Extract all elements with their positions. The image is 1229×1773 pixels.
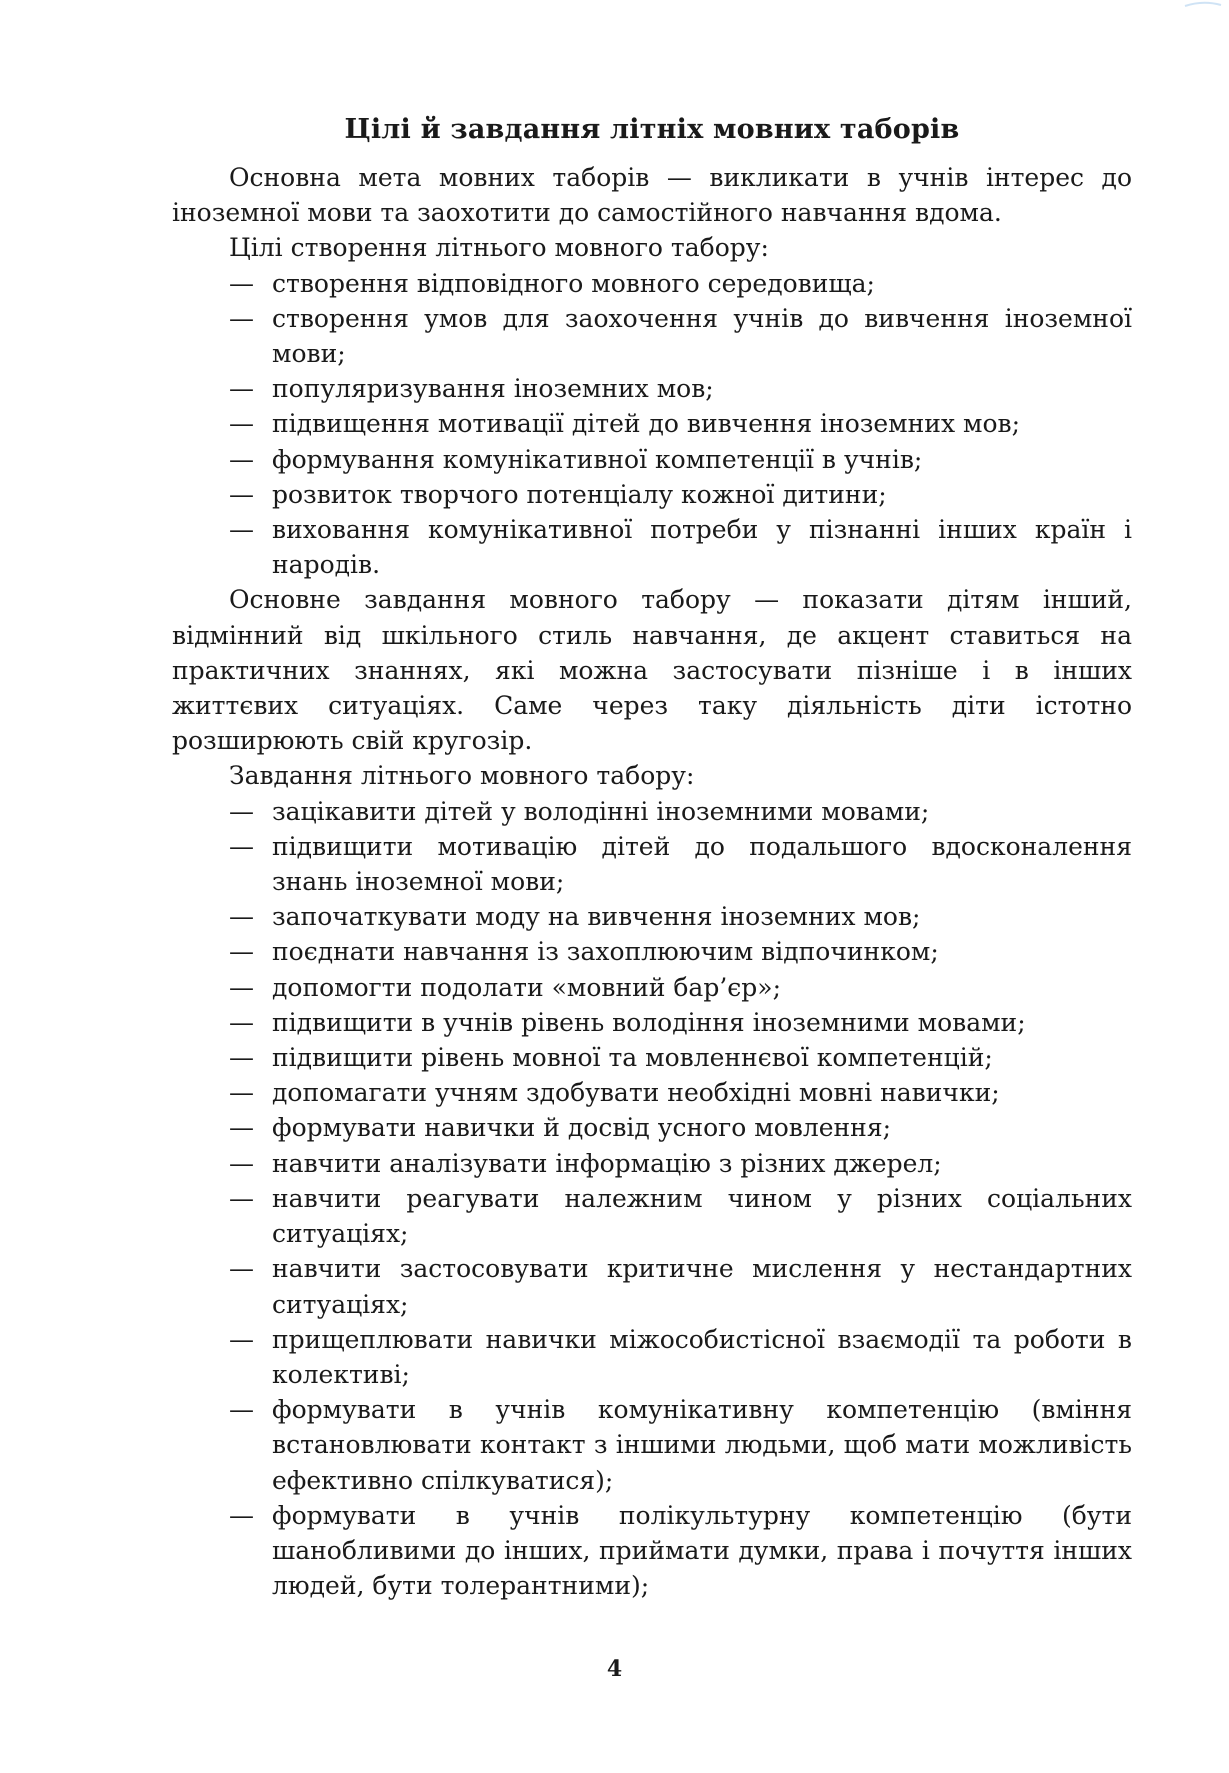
dash-marker: — [229,1254,254,1284]
list-item-text: зацікавити дітей у володінні іноземними мовами; [272,796,930,826]
list-item-text: популяризування іноземних мов; [272,374,714,404]
page-title: Цілі й завдання літніх мовних таборів [344,114,960,145]
list-item-text: навчити аналізувати інформацію з різних джерел; [272,1148,942,1178]
page-number: 4 [606,1656,623,1682]
dash-marker: — [229,1113,254,1143]
goals-list-item [172,406,1132,441]
tasks-list-item [172,1498,1132,1604]
intro-paragraph: Основна мета мовних таборів — викликати в учнів інтерес до іноземної мови та заохотити до самостійного навчання вдома. [172,163,1132,228]
list-item-text: підвищити в учнів рівень володіння іноземними мовами; [272,1007,1026,1037]
dash-marker: — [229,1148,254,1178]
list-item-text: започаткувати моду на вивчення іноземних мов; [272,902,921,932]
tasks-list-item [172,934,1132,969]
goals-list-item [172,512,1132,582]
tasks-list-item [172,970,1132,1005]
dash-marker: — [229,479,254,509]
dash-marker: — [229,1500,254,1530]
list-item-text: створення умов для заохочення учнів до вивчення іноземної мови; [272,303,1132,369]
goals-list-item [172,301,1132,371]
goals-lead: Цілі створення літнього мовного табору: [229,233,769,263]
corner-scan-mark [1183,0,1223,8]
list-item-text: виховання комунікативної потреби у пізнанні інших країн і народів. [272,515,1132,580]
list-item-text: формувати в учнів полікультурну компетенцію (бути шанобливими до інших, приймати думки, права і почуття інших людей, бути толерантними); [272,1500,1132,1601]
list-item-text: підвищення мотивації дітей до вивчення іноземних мов; [272,409,1020,439]
tasks-list-item [172,1075,1132,1110]
dash-marker: — [229,1324,254,1354]
main-task-paragraph: Основне завдання мовного табору — показати дітям інший, відмінний від шкільного стиль навчання, де акцент ставиться на практичних знаннях, які можна застосувати пізніше і в інших життєвих ситуаціях. Саме через таку діяльність діти істотно розширюють свій кругозір. [172,585,1132,756]
dash-marker: — [229,444,254,474]
dash-marker: — [229,937,254,967]
tasks-list-item [172,794,1132,829]
dash-marker: — [229,268,254,298]
list-item-text: прищеплювати навички міжособистісної взаємодії та роботи в колективі; [272,1324,1132,1389]
tasks-list-item [172,1005,1132,1040]
dash-marker: — [229,796,254,826]
dash-marker: — [229,374,254,404]
dash-marker: — [229,1395,254,1425]
dash-marker: — [229,972,254,1002]
list-item-text: поєднати навчання із захоплюючим відпочинком; [272,937,939,967]
tasks-list-item [172,829,1132,899]
list-item-text: формувати в учнів комунікативну компетенцію (вміння встановлювати контакт з іншими людьми, щоб мати можливість ефективно спілкуватися); [272,1395,1132,1495]
list-item-text: навчити реагувати належним чином у різних соціальних ситуаціях; [272,1183,1132,1249]
tasks-list-item [172,899,1132,934]
goals-list-item [172,477,1132,512]
tasks-list-item [172,1251,1132,1321]
goals-list [172,266,1132,583]
tasks-lead: Завдання літнього мовного табору: [229,761,695,791]
list-item-text: розвиток творчого потенціалу кожної дитини; [272,479,887,509]
list-item-text: формування комунікативної компетенції в учнів; [272,444,923,474]
tasks-list-item [172,1110,1132,1145]
list-item-text: підвищити мотивацію дітей до подальшого вдосконалення знань іноземної мови; [272,831,1132,897]
list-item-text: підвищити рівень мовної та мовленнєвої компетенцій; [272,1043,993,1073]
tasks-list-item [172,1146,1132,1181]
goals-list-item [172,266,1132,301]
dash-marker: — [229,409,254,439]
list-item-text: формувати навички й досвід усного мовлення; [272,1113,892,1143]
tasks-list-item [172,1322,1132,1392]
dash-marker: — [229,1043,254,1073]
tasks-list [172,794,1132,1604]
tasks-list-item [172,1040,1132,1075]
dash-marker: — [229,303,254,333]
goals-list-item [172,442,1132,477]
dash-marker: — [229,1078,254,1108]
tasks-list-item [172,1392,1132,1498]
list-item-text: створення відповідного мовного середовища; [272,268,875,298]
dash-marker: — [229,1007,254,1037]
dash-marker: — [229,1183,254,1213]
list-item-text: допомогти подолати «мовний бар’єр»; [272,972,782,1002]
list-item-text: навчити застосовувати критичне мислення у нестандартних ситуаціях; [272,1254,1132,1319]
document-page [172,112,1132,1603]
goals-list-item [172,371,1132,406]
dash-marker: — [229,515,254,545]
tasks-list-item [172,1181,1132,1251]
dash-marker: — [229,831,254,861]
list-item-text: допомагати учням здобувати необхідні мовні навички; [272,1078,1000,1108]
dash-marker: — [229,902,254,932]
